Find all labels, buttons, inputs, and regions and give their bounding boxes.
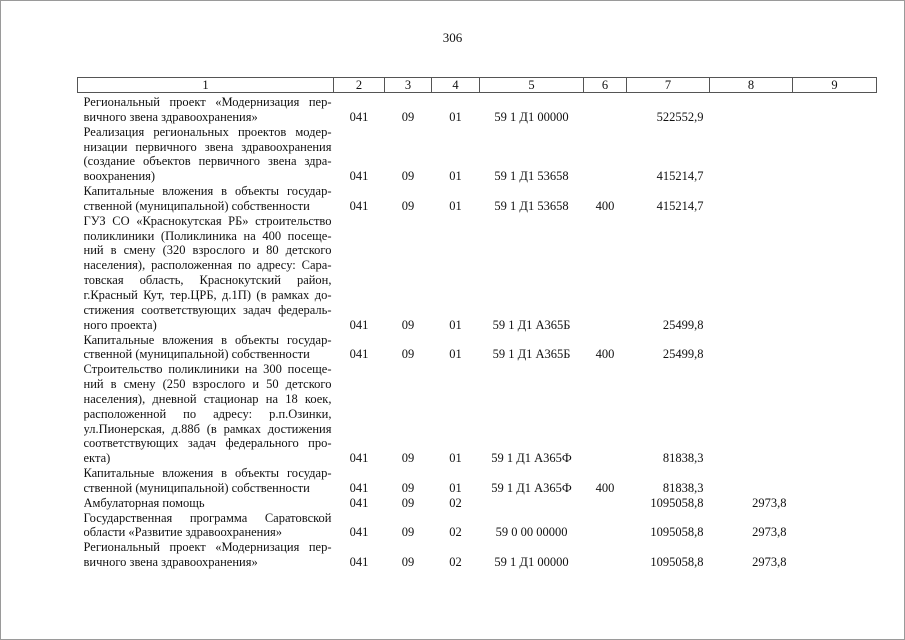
description-line: г.Красный Кут, тер.ЦРБ, д.1П) (в рамках до- — [83, 287, 332, 302]
description-line: населения), дневной стационар на 18 коек, — [83, 391, 332, 406]
description-line: Капитальные вложения в объекты государ- — [83, 466, 332, 481]
section-code: 09 — [401, 347, 415, 362]
target-article-code: 59 1 Д1 А365Б — [492, 347, 571, 362]
table-row — [78, 214, 877, 333]
expense-type-code — [584, 511, 627, 541]
description-line: ственной (муниципальной) собственности — [83, 347, 310, 362]
description-line: Реализация региональных проектов модер- — [83, 124, 332, 139]
section-code: 09 — [401, 555, 415, 570]
section-code: 09 — [401, 525, 415, 540]
table-row — [78, 333, 877, 363]
ministry-code: 041 — [349, 347, 369, 362]
amount-federal — [710, 466, 793, 496]
column-header: 7 — [627, 78, 710, 93]
section-code: 09 — [401, 480, 415, 495]
subsection-code: 01 — [449, 317, 462, 332]
amount: 1095058,8 — [650, 495, 704, 510]
description-line: ного проекта) — [83, 317, 157, 332]
amount: 25499,8 — [662, 317, 704, 332]
table-row — [78, 362, 877, 466]
target-article-code: 59 1 Д1 00000 — [494, 555, 569, 570]
column-header: 1 — [78, 78, 334, 93]
amount-federal — [710, 214, 793, 333]
row-description — [78, 362, 334, 466]
description-line: вичного звена здравоохранения» — [83, 555, 258, 570]
column-header: 4 — [432, 78, 480, 93]
subsection-code: 01 — [449, 347, 462, 362]
ministry-code: 041 — [349, 451, 369, 466]
header-row — [78, 78, 877, 93]
amount: 81838,3 — [662, 451, 704, 466]
target-article-code — [480, 496, 584, 511]
row-description — [78, 540, 334, 570]
amount-col9 — [793, 333, 877, 363]
description-line: Амбулаторная помощь — [83, 495, 205, 510]
table-row — [78, 95, 877, 125]
subsection-code: 01 — [449, 480, 462, 495]
amount-col9 — [793, 540, 877, 570]
section-code: 09 — [401, 198, 415, 213]
ministry-code: 041 — [349, 525, 369, 540]
description-line: (создание объектов первичного звена здра- — [83, 154, 332, 169]
budget-table — [77, 77, 877, 570]
expense-type-code: 400 — [595, 198, 615, 213]
subsection-code: 02 — [449, 495, 462, 510]
description-line: екта) — [83, 451, 111, 466]
amount: 415214,7 — [656, 169, 704, 184]
subsection-code: 01 — [449, 109, 462, 124]
amount: 25499,8 — [662, 347, 704, 362]
expense-type-code — [584, 95, 627, 125]
target-article-code: 59 0 00 00000 — [495, 525, 568, 540]
expense-type-code: 400 — [595, 347, 615, 362]
row-description — [78, 511, 334, 541]
amount-federal: 2973,8 — [752, 555, 787, 570]
subsection-code: 01 — [449, 169, 462, 184]
table-row — [78, 496, 877, 511]
section-code: 09 — [401, 451, 415, 466]
target-article-code: 59 1 Д1 А365Ф — [491, 451, 572, 466]
description-line: Капитальные вложения в объекты государ- — [83, 332, 332, 347]
subsection-code: 02 — [449, 555, 462, 570]
description-line: области «Развитие здравоохранения» — [83, 525, 283, 540]
section-code: 09 — [401, 317, 415, 332]
ministry-code: 041 — [349, 169, 369, 184]
expense-type-code — [584, 362, 627, 466]
row-description — [78, 496, 334, 511]
ministry-code: 041 — [349, 555, 369, 570]
column-header: 5 — [480, 78, 584, 93]
expense-type-code — [584, 214, 627, 333]
table-row — [78, 511, 877, 541]
description-line: Строительство поликлиники на 300 посеще- — [83, 362, 332, 377]
description-line: ул.Пионерская, д.88б (в рамках достижения — [83, 421, 332, 436]
target-article-code: 59 1 Д1 А365Ф — [491, 480, 572, 495]
column-header: 8 — [710, 78, 793, 93]
amount: 415214,7 — [656, 198, 704, 213]
page-number: 306 — [442, 30, 463, 45]
amount-col9 — [793, 466, 877, 496]
description-line: населения), расположенная по адресу: Сара- — [83, 258, 332, 273]
description-line: ГУЗ СО «Краснокутская РБ» строительство — [83, 213, 332, 228]
amount-federal: 2973,8 — [752, 525, 787, 540]
amount-federal — [710, 125, 793, 184]
amount-federal — [710, 333, 793, 363]
description-line: низации первичного звена здравоохранения — [83, 139, 332, 154]
description-line: поликлиники (Поликлиника на 400 посеще- — [83, 228, 332, 243]
description-line: Государственная программа Саратовской — [83, 510, 332, 525]
amount-federal — [710, 95, 793, 125]
row-description — [78, 184, 334, 214]
description-line: стижения соответствующих задач федераль- — [83, 302, 332, 317]
row-description — [78, 333, 334, 363]
description-line: соответствующих задач федерального про- — [83, 436, 332, 451]
row-description — [78, 214, 334, 333]
target-article-code: 59 1 Д1 53658 — [494, 198, 569, 213]
amount-col9 — [793, 95, 877, 125]
row-description — [78, 125, 334, 184]
subsection-code: 01 — [449, 198, 462, 213]
amount-col9 — [793, 125, 877, 184]
description-line: товская область, Краснокутский район, — [83, 273, 332, 288]
column-header: 3 — [385, 78, 432, 93]
section-code: 09 — [401, 169, 415, 184]
table-row — [78, 184, 877, 214]
subsection-code: 02 — [449, 525, 462, 540]
ministry-code: 041 — [349, 109, 369, 124]
expense-type-code: 400 — [595, 480, 615, 495]
amount: 81838,3 — [662, 480, 704, 495]
amount: 522552,9 — [656, 109, 704, 124]
target-article-code: 59 1 Д1 53658 — [494, 169, 569, 184]
expense-type-code — [584, 540, 627, 570]
amount-federal: 2973,8 — [752, 495, 787, 510]
description-line: ний в смену (320 взрослого и 80 детского — [83, 243, 332, 258]
expense-type-code — [584, 125, 627, 184]
expense-type-code — [584, 496, 627, 511]
amount: 1095058,8 — [650, 555, 704, 570]
amount-col9 — [793, 214, 877, 333]
section-code: 09 — [401, 109, 415, 124]
table-row — [78, 125, 877, 184]
amount-col9 — [793, 362, 877, 466]
amount-col9 — [793, 511, 877, 541]
description-line: ственной (муниципальной) собственности — [83, 198, 310, 213]
section-code: 09 — [401, 495, 415, 510]
description-line: Региональный проект «Модернизация пер- — [83, 95, 332, 109]
ministry-code: 041 — [349, 198, 369, 213]
description-line: расположенной по адресу: р.п.Озинки, — [83, 406, 332, 421]
amount-col9 — [793, 496, 877, 511]
table-row — [78, 540, 877, 570]
description-line: ственной (муниципальной) собственности — [83, 480, 310, 495]
description-line: Региональный проект «Модернизация пер- — [83, 540, 332, 555]
description-line: воохранения) — [83, 169, 156, 184]
column-header: 2 — [334, 78, 385, 93]
row-description — [78, 95, 334, 125]
description-line: ний в смену (250 взрослого и 50 детского — [83, 377, 332, 392]
row-description — [78, 466, 334, 496]
amount-col9 — [793, 184, 877, 214]
amount: 1095058,8 — [650, 525, 704, 540]
subsection-code: 01 — [449, 451, 462, 466]
amount-federal — [710, 362, 793, 466]
ministry-code: 041 — [349, 317, 369, 332]
target-article-code: 59 1 Д1 А365Б — [492, 317, 571, 332]
target-article-code: 59 1 Д1 00000 — [494, 109, 569, 124]
description-line: Капитальные вложения в объекты государ- — [83, 184, 332, 199]
column-header: 6 — [584, 78, 627, 93]
amount-federal — [710, 184, 793, 214]
ministry-code: 041 — [349, 480, 369, 495]
column-header: 9 — [793, 78, 877, 93]
table-row — [78, 466, 877, 496]
description-line: вичного звена здравоохранения» — [83, 109, 258, 124]
ministry-code: 041 — [349, 495, 369, 510]
